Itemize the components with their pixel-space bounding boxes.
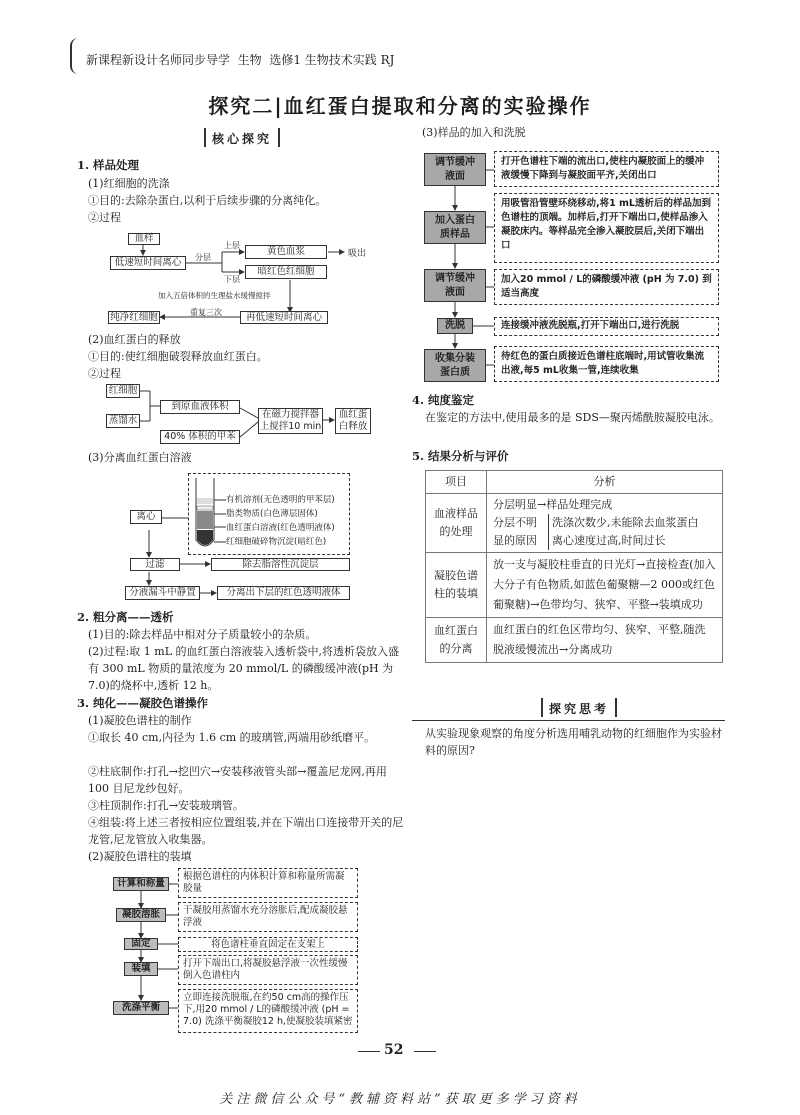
page-number-rule-left xyxy=(358,1051,380,1052)
layer-debris: 红细胞破碎物沉淀(暗红色) xyxy=(226,537,327,547)
label-lower: 下层 xyxy=(224,275,240,284)
s3-1c: ③柱顶制作:打孔→安装玻璃管。 xyxy=(88,799,244,812)
row1-val xyxy=(487,494,723,553)
rbc: 红细胞 xyxy=(106,384,140,398)
step-swell-desc: 干凝胶用蒸馏水充分溶胀后,配成凝胶悬浮液 xyxy=(178,902,358,932)
s2-1: (1)目的:除去样品中相对分子质量较小的杂质。 xyxy=(88,628,317,641)
step-pack-desc: 打开下端出口,将凝胶悬浮液一次性缓慢倒入色谱柱内 xyxy=(178,955,358,985)
label-repeat: 重复三次 xyxy=(190,308,222,317)
centrifuge-again: 再低速短时间离心 xyxy=(240,311,328,324)
section-4-heading: 4. 纯度鉴定 xyxy=(412,393,475,407)
s2-2: (2)过程:取 1 mL 的血红蛋白溶液装入透析袋中,将透析袋放入盛有 300 mL 物质的量浓度为 20 mmol/L 的磷酸缓冲液(pH 为 7.0)的烧杯中,透析 12 h。 xyxy=(88,645,400,692)
section-1-heading: 1. 样品处理 xyxy=(77,158,140,172)
filter-result: 除去脂溶性沉淀层 xyxy=(211,558,350,571)
row3-key: 血红蛋白的分离 xyxy=(426,618,487,663)
step-equilibrate-desc: 立即连接洗脱瓶,在约50 cm高的操作压下,用20 mmol / L的磷酸缓冲液 (pH = 7.0) 洗涤平衡凝胶12 h,使凝胶装填紧密 xyxy=(178,989,358,1033)
label-upper: 上层 xyxy=(224,241,240,250)
step-fix-desc: 将色谱柱垂直固定在支架上 xyxy=(178,937,358,952)
step-fix: 固定 xyxy=(124,938,158,950)
step-add-sample-desc: 用吸管沿管壁环绕移动,将1 mL透析后的样品加到色谱柱的顶端。加样后,打开下端出口,使样品渗入凝胶床内。等样品完全渗入凝胶层后,关闭下端出口 xyxy=(494,193,719,263)
row1-d: 离心速度过高,时间过长 xyxy=(552,534,666,547)
s1-3: (3)分离血红蛋白溶液 xyxy=(88,451,192,464)
step-pack: 装填 xyxy=(124,962,158,976)
blood-sample: 血样 xyxy=(128,233,160,245)
original-volume: 到原血液体积 xyxy=(160,400,240,414)
layer-hb: 血红蛋白溶液(红色透明液体) xyxy=(226,523,335,533)
think-question: 从实验现象观察的角度分析选用哺乳动物的红细胞作为实验材料的原因? xyxy=(425,727,722,757)
funnel-result: 分离出下层的红色透明液体 xyxy=(217,586,350,600)
s3-1d: ④组装:将上述三者按相应位置组装,并在下端出口连接带开关的尼龙管,尼龙管放入收集器。 xyxy=(88,816,404,846)
section-2-heading: 2. 粗分离——透析 xyxy=(77,610,174,624)
page-number: 52 xyxy=(384,1042,404,1058)
step-elute: 洗脱 xyxy=(437,318,473,334)
low-speed-centrifuge: 低速短时间离心 xyxy=(110,256,186,270)
row3-val: 血红蛋白的红色区带均匀、狭窄、平整,随洗脱液缓慢流出→分离成功 xyxy=(487,618,723,663)
step-weigh: 计算和称量 xyxy=(113,877,169,891)
s4-1: 在鉴定的方法中,使用最多的是 SDS—聚丙烯酰胺凝胶电泳。 xyxy=(425,411,720,424)
s1-2: (2)血红蛋白的释放 xyxy=(88,333,181,346)
results-table xyxy=(425,470,723,663)
label-suck: 吸出 xyxy=(348,249,367,259)
step-collect: 收集分装蛋白质 xyxy=(424,349,486,382)
step-adjust-2: 调节缓冲液面 xyxy=(424,269,486,302)
distilled-water: 蒸馏水 xyxy=(106,414,140,428)
centrifuge: 离心 xyxy=(130,510,162,524)
think-tag: 探究思考 xyxy=(541,698,617,717)
step-collect-desc: 待红色的蛋白质接近色谱柱底端时,用试管收集流出液,每5 mL收集一管,连续收集 xyxy=(494,346,719,382)
filter: 过滤 xyxy=(130,558,180,571)
row1-b: 分层不明显的原因 xyxy=(493,516,537,547)
magnetic-stir: 在磁力搅拌器 上搅拌10 min xyxy=(259,409,322,432)
s3-1b: ②柱底制作:打孔→挖凹穴→安装移液管头部→覆盖尼龙网,再用 100 目尼龙纱包好。 xyxy=(88,765,387,795)
s1-2a: ①目的:使红细胞破裂释放血红蛋白。 xyxy=(88,350,268,363)
step-swell: 凝胶溶胀 xyxy=(116,908,166,922)
label-salt: 加入五倍体积的生理盐水缓慢搅拌 xyxy=(158,291,271,300)
separatory-funnel: 分液漏斗中静置 xyxy=(125,586,200,600)
s3-1: (1)凝胶色谱柱的制作 xyxy=(88,714,192,727)
row1-c: 洗涤次数少,未能除去血浆蛋白 xyxy=(552,516,699,529)
row1-key: 血液样品的处理 xyxy=(426,494,487,553)
row1-b-group xyxy=(493,514,716,550)
page-number-rule-right xyxy=(414,1051,436,1052)
step-adjust-1: 调节缓冲液面 xyxy=(424,153,486,186)
s1-1: (1)红细胞的洗涤 xyxy=(88,177,170,190)
s1-2b: ②过程 xyxy=(88,367,121,380)
section-5-heading: 5. 结果分析与评价 xyxy=(412,449,509,463)
step-add-sample: 加入蛋白质样品 xyxy=(424,211,486,244)
step-elute-desc: 连接缓冲液洗脱瓶,打开下端出口,进行洗脱 xyxy=(494,317,719,336)
row1-a: 分层明显→样品处理完成 xyxy=(493,498,613,511)
toluene: 40% 体积的甲苯 xyxy=(160,430,240,444)
layer-organic: 有机溶剂(无色透明的甲苯层) xyxy=(226,495,335,505)
layer-lipid: 脂类物质(白色薄层固体) xyxy=(226,509,318,519)
s3-3: (3)样品的加入和洗脱 xyxy=(422,126,526,139)
row1-reasons xyxy=(548,514,699,550)
section-3-heading: 3. 纯化——凝胶色谱操作 xyxy=(77,696,209,710)
row2-val: 放一支与凝胶柱垂直的日光灯→直接检查(加入大分子有色物质,如蓝色葡聚糖—2 000或红色葡聚糖)→色带均匀、狭窄、平整→装填成功 xyxy=(487,553,723,618)
step-weigh-desc: 根据色谱柱的内体积计算和称量所需凝胶量 xyxy=(178,868,358,898)
page-title: 探究二|血红蛋白提取和分离的实验操作 xyxy=(208,94,592,118)
footer-note: 关注微信公众号“教辅资料站”获取更多学习资料 xyxy=(219,1092,581,1107)
yellow-plasma: 黄色血浆 xyxy=(245,245,327,259)
dark-red-cells: 暗红色红细胞 xyxy=(245,265,327,279)
step-equilibrate: 洗涤平衡 xyxy=(113,1001,169,1015)
pure-rbc: 纯净红细胞 xyxy=(108,311,160,324)
s3-2: (2)凝胶色谱柱的装填 xyxy=(88,850,192,863)
hb-released: 血红蛋 白释放 xyxy=(335,408,371,434)
core-tag: 核心探究 xyxy=(204,128,280,147)
step-adjust-2-desc: 加入20 mmol / L的磷酸缓冲液 (pH 为 7.0) 到适当高度 xyxy=(494,269,719,305)
label-layer: 分层 xyxy=(195,253,211,262)
row2-key: 凝胶色谱柱的装填 xyxy=(426,553,487,618)
th-item: 项目 xyxy=(426,471,487,494)
s1-1a: ①目的:去除杂蛋白,以利于后续步骤的分离纯化。 xyxy=(88,194,327,207)
s3-1a: ①取长 40 cm,内径为 1.6 cm 的玻璃管,两端用砂纸磨平。 xyxy=(88,731,376,744)
header-series: 新课程新设计名师同步导学 生物 选修1 生物技术实践 RJ xyxy=(86,53,395,67)
step-adjust-1-desc: 打开色谱柱下端的流出口,使柱内凝胶面上的缓冲液缓慢下降到与凝胶面平齐,关闭出口 xyxy=(494,151,719,187)
s1-1b: ②过程 xyxy=(88,211,121,224)
think-rule xyxy=(412,720,725,721)
th-analysis: 分析 xyxy=(487,471,723,494)
